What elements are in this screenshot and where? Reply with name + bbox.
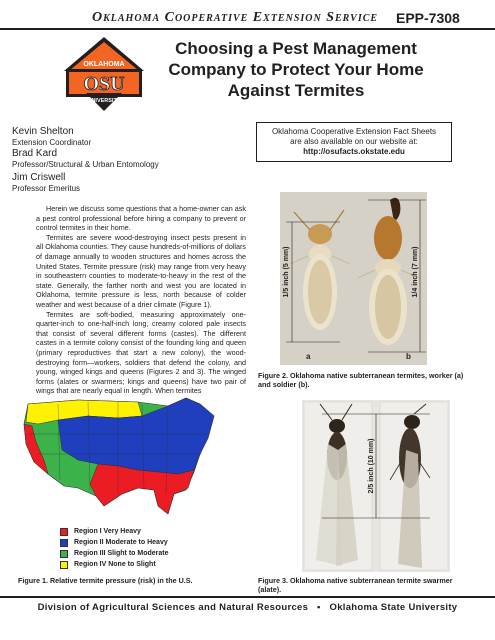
factsheet-line-1: Oklahoma Cooperative Extension Fact Sheets [271, 127, 437, 136]
body-paragraph: Herein we discuss some questions that a home-owner can ask a pest control professional before hiring a company to prevent or control termites in their home. [36, 204, 246, 233]
termite-worker-soldier-photo [280, 192, 427, 365]
title-line-2: Company to Protect Your Home [168, 60, 424, 79]
legend-swatch [60, 528, 68, 536]
footer-rule [0, 596, 495, 598]
title-line-1: Choosing a Pest Management [175, 39, 417, 58]
swarmer-measure-label: 2/5 inch (10 mm) [368, 438, 375, 494]
doc-number: EPP-7308 [392, 10, 464, 26]
factsheet-line-2: are also available on our website at: [290, 137, 418, 146]
author-block [12, 172, 80, 193]
author-name: Kevin Shelton [12, 126, 74, 137]
author-name: Brad Kard [12, 148, 58, 159]
author-block [12, 126, 91, 147]
figure-2-caption: Figure 2. Oklahoma native subterranean termites, worker (a) and soldier (b). [258, 371, 464, 389]
figure-1-caption: Figure 1. Relative termite pressure (risk) in the U.S. [18, 576, 193, 585]
legend-swatch [60, 550, 68, 558]
body-paragraph: Termites are severe wood-destroying insect pests present in all Oklahoma counties. They cause hundreds-of-millions of dollars of damage annually to wooden structures and homes across the United States. Termite pressure (risk) may range from very heavy in southeastern counties to moderate-to-heavy in the rest of the state. Generally, the farther north and west you are located in Oklahoma, termite pressure is less, north because of colder weather and west because of a drier climate (Figure 1). [36, 232, 246, 309]
author-role: Professor Emeritus [12, 184, 81, 193]
footer-university: Oklahoma State University [329, 602, 458, 613]
legend-item [60, 537, 169, 548]
body-text [36, 204, 246, 396]
page-footer [0, 602, 495, 613]
header-rule [0, 28, 495, 30]
label-b: b [406, 352, 411, 361]
worker-measure-label: 1/5 inch (5 mm) [283, 246, 290, 298]
legend-item [60, 526, 169, 537]
legend-swatch [60, 539, 68, 547]
legend-label: Region III Slight to Moderate [74, 550, 169, 557]
legend-label: Region IV None to Slight [74, 561, 156, 568]
footer-division: Division of Agricultural Sciences and Natural Resources [37, 602, 309, 613]
label-a: a [306, 352, 311, 361]
figure-3-caption: Figure 3. Oklahoma native subterranean termite swarmer (alate). [258, 576, 453, 594]
author-role: Professor/Structural & Urban Entomology [12, 160, 159, 169]
page-title [150, 38, 442, 101]
legend-item [60, 559, 169, 570]
author-role: Extension Coordinator [12, 138, 92, 147]
legend-label: Region II Moderate to Heavy [74, 539, 168, 546]
logo-top-text: OKLAHOMA [83, 61, 125, 68]
service-name: Oklahoma Cooperative Extension Service [92, 10, 379, 25]
factsheet-box [256, 122, 452, 162]
us-termite-risk-map [18, 390, 226, 520]
legend-item [60, 548, 169, 559]
author-name: Jim Criswell [12, 172, 66, 183]
logo-bottom-text: UNIVERSITY [87, 98, 121, 104]
map-legend [60, 526, 169, 570]
author-block [12, 148, 159, 169]
soldier-measure-label: 1/4 inch (7 mm) [412, 246, 419, 298]
termite-swarmer-photo [302, 400, 450, 572]
body-paragraph: Termites are soft-bodied, measuring approximately one-quarter-inch to one-half-inch long, creamy colored pale insects that consist of several different forms (castes). The different castes in a termite colony consist of the founding king and queen (primary reproductives that start a new colony), the wood-destroying form—workers, soldiers that defend the colony, and young, winged kings and queens (Figures 2 and 3). The winged forms (alates or swarmers; kings and queens) have two pair of wings that are nearly equal in length. When termites [36, 309, 246, 396]
legend-swatch [60, 561, 68, 569]
legend-label: Region I Very Heavy [74, 528, 141, 535]
title-line-3: Against Termites [227, 81, 365, 100]
factsheet-url[interactable]: http://osufacts.okstate.edu [303, 147, 405, 156]
footer-bullet: • [317, 602, 321, 613]
logo-letters: OSU [83, 73, 125, 95]
osu-logo [56, 33, 152, 115]
